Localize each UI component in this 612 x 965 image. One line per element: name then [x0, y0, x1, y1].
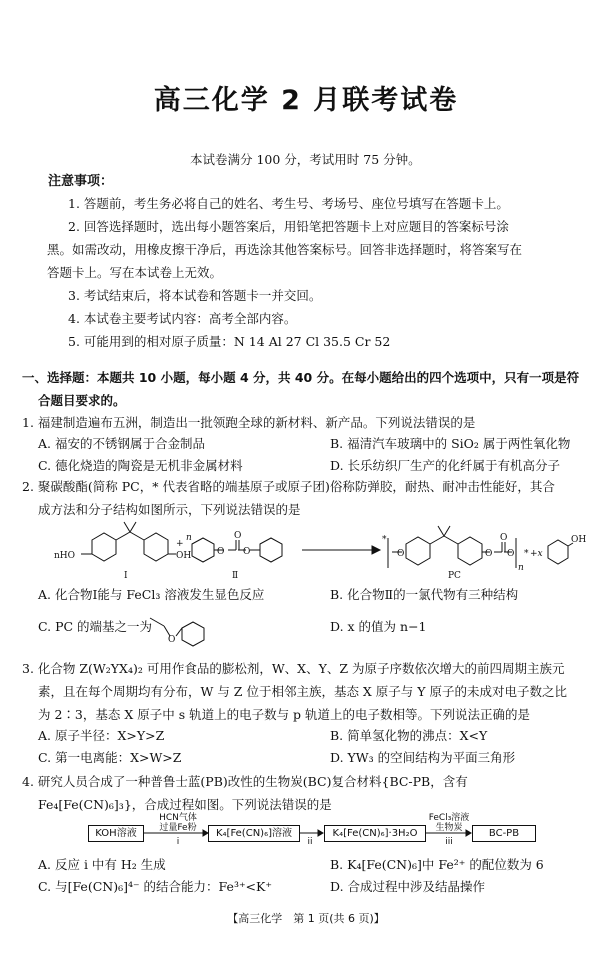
svg-text:O: O — [168, 635, 176, 645]
notice-heading: 注意事项： — [48, 174, 114, 189]
flow-box-k4fecn6-hydrate: K₄[Fe(CN)₆]·3H₂O — [324, 825, 426, 842]
notice-line: 3. 考试结束后，将本试卷和答题卡一并交回。 — [68, 288, 322, 303]
arrow3-reagent: 生物炭 — [435, 823, 463, 833]
flow-box-bc-pb: BC-PB — [472, 825, 536, 842]
notice-line: 1. 答题前，考生务必将自己的姓名、考生号、考场号、座位号填写在答题卡上。 — [68, 196, 509, 211]
end-group-structure — [148, 606, 218, 644]
q3-option-c: C. 第一电离能：X>W>Z — [38, 750, 182, 765]
notice-line: 答题卡上。写在本试卷上无效。 — [47, 265, 223, 280]
q3-stem-cont: 为 2∶3，基态 X 原子中 s 轨道上的电子数与 p 轨道上的电子数相等。下列说法正确的是 — [38, 707, 531, 722]
arrow3-step: iii — [445, 837, 453, 847]
q1-option-a: A. 福安的不锈钢属于合金制品 — [38, 436, 205, 451]
q3-stem: 3. 化合物 Z(W₂YX₄)₂ 可用作食品的膨松剂，W、X、Y、Z 为原子序数依次增大的前四周期主族元 — [22, 661, 565, 676]
page-footer: 【高三化学 第 1 页(共 6 页)】 — [227, 912, 385, 925]
svg-text:*: * — [382, 535, 387, 545]
notice-line: 5. 可能用到的相对原子质量：N 14 Al 27 Cl 35.5 Cr 52 — [68, 334, 391, 349]
oh-label: nHO — [54, 551, 76, 561]
q4-option-c: C. 与[Fe(CN)₆]⁴⁻ 的结合能力：Fe³⁺<K⁺ — [38, 879, 272, 894]
compound-label: Ⅰ — [124, 571, 128, 581]
notice-line: 4. 本试卷主要考试内容：高考全部内容。 — [68, 311, 297, 326]
plus-x: +x — [530, 549, 543, 559]
flow-box-koh: KOH溶液 — [88, 825, 144, 842]
plus-sign: + — [176, 539, 184, 549]
q1-option-d: D. 长乐纺织厂生产的化纤属于有机高分子 — [330, 458, 561, 473]
arrow2-step: ii — [307, 837, 313, 847]
q4-stem-cont: Fe₄[Fe(CN)₆]₃}，合成过程如图。下列说法错误的是 — [38, 797, 332, 812]
svg-text:O: O — [234, 531, 242, 541]
q3-option-a: A. 原子半径：X>Y>Z — [38, 728, 165, 743]
svg-text:*: * — [524, 549, 529, 559]
q2-stem-cont: 成方法和分子结构如图所示，下列说法错误的是 — [38, 502, 301, 517]
svg-text:O: O — [500, 533, 508, 543]
notice-line: 2. 回答选择题时，选出每小题答案后，用铅笔把答题卡上对应题目的答案标号涂 — [68, 219, 509, 234]
svg-text:O: O — [485, 549, 493, 559]
coefficient-n: n — [186, 533, 192, 543]
oh-label: OH — [571, 535, 587, 545]
q4-option-a: A. 反应 i 中有 H₂ 生成 — [38, 857, 166, 872]
notice-line: 黑。如需改动，用橡皮擦干净后，再选涂其他答案标号。回答非选择题时，将答案写在 — [47, 242, 523, 257]
q1-option-b: B. 福清汽车玻璃中的 SiO₂ 属于两性氧化物 — [330, 436, 571, 451]
q1-stem: 1. 福建制造遍布五洲，制造出一批领跑全球的新材料、新产品。下列说法错误的是 — [22, 415, 476, 430]
svg-text:O: O — [243, 547, 251, 557]
compound-label: Ⅱ — [232, 571, 239, 581]
q1-option-c: C. 德化烧造的陶瓷是无机非金属材料 — [38, 458, 243, 473]
q3-stem-cont: 素，且在每个周期均有分布，W 与 Z 位于相邻主族，基态 X 原子与 Y 原子的未成对电子数之比 — [38, 684, 567, 699]
q2-option-d: D. x 的值为 n−1 — [330, 619, 427, 634]
q4-stem: 4. 研究人员合成了一种普鲁士蓝(PB)改性的生物炭(BC)复合材料{BC-PB，含有 — [22, 774, 468, 789]
score-line: 本试卷满分 100 分，考试用时 75 分钟。 — [190, 152, 421, 167]
arrow1-reagent: 过量Fe粉 — [159, 823, 197, 833]
q4-option-d: D. 合成过程中涉及结晶操作 — [330, 879, 486, 894]
q2-option-c: C. PC 的端基之一为 — [38, 619, 153, 634]
svg-text:O: O — [507, 549, 515, 559]
q3-option-d: D. YW₃ 的空间结构为平面三角形 — [330, 750, 516, 765]
q4-option-b: B. K₄[Fe(CN)₆]中 Fe²⁺ 的配位数为 6 — [330, 857, 544, 872]
q2-option-a: A. 化合物Ⅰ能与 FeCl₃ 溶液发生显色反应 — [38, 587, 265, 602]
arrow1-step: i — [176, 837, 180, 847]
page-title: 高三化学 2 月联考试卷 — [153, 85, 459, 116]
compound-label: PC — [448, 571, 461, 581]
flow-box-k4fecn6-solution: K₄[Fe(CN)₆]溶液 — [208, 825, 300, 842]
q2-stem: 2. 聚碳酸酯(简称 PC，* 代表省略的端基原子或原子团)俗称防弹胶，耐热、耐冲击性能好，其合 — [22, 479, 555, 494]
svg-text:O: O — [217, 547, 225, 557]
arrow3-reagent: FeCl₃溶液 — [428, 813, 470, 823]
svg-text:O: O — [397, 549, 405, 559]
section-heading-cont: 合题目要求的。 — [38, 393, 126, 408]
q3-option-b: B. 简单氢化物的沸点：X<Y — [330, 728, 488, 743]
pc-synthesis-scheme — [40, 518, 587, 584]
q2-option-b: B. 化合物Ⅱ的一氯代物有三种结构 — [330, 587, 519, 602]
arrow1-reagent: HCN气体 — [159, 813, 197, 823]
oh-label: OH — [176, 551, 192, 561]
section-heading: 一、选择题：本题共 10 小题，每小题 4 分，共 40 分。在每小题给出的四个选项中，只有一项是符 — [22, 370, 580, 385]
coefficient-n: n — [518, 563, 524, 573]
